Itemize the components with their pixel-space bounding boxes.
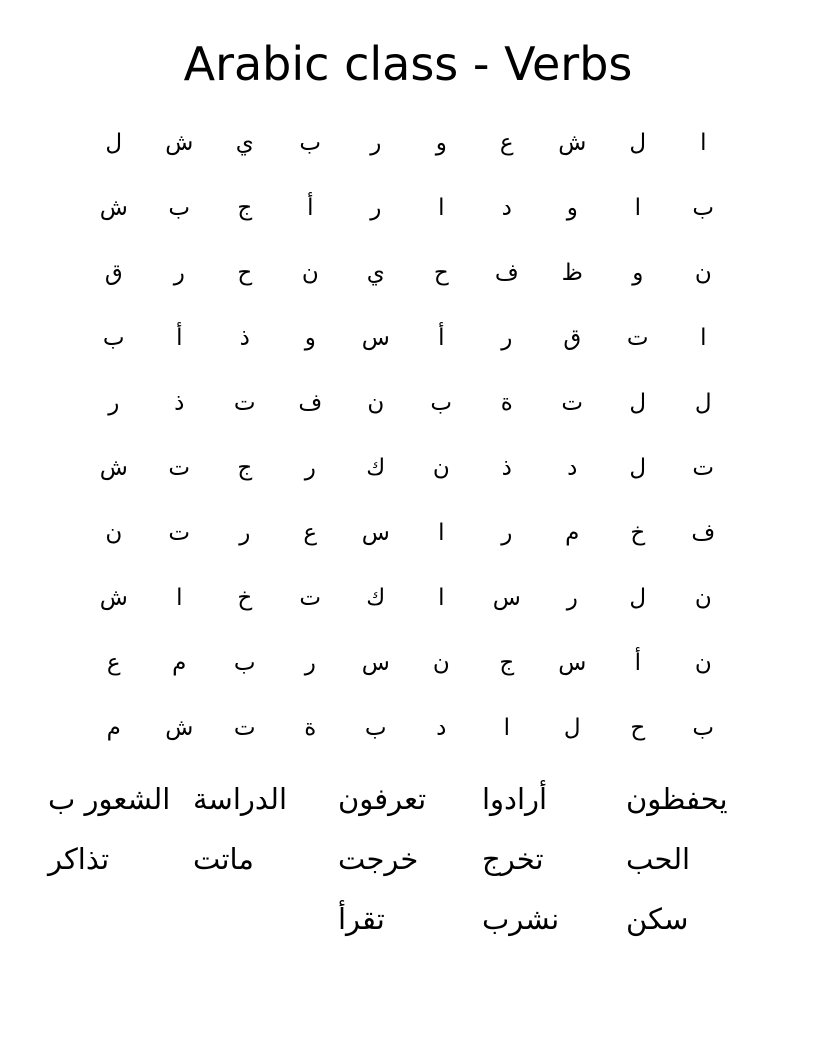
grid-letter: ر	[108, 390, 120, 416]
word-text: خرجت	[338, 842, 419, 876]
grid-letter: م	[565, 520, 580, 546]
grid-letter: ل	[629, 390, 647, 416]
word-text: تقرأ	[338, 902, 385, 936]
grid-letter: ح	[237, 260, 253, 286]
grid-letter: ش	[558, 130, 587, 156]
grid-letter: ر	[173, 260, 185, 286]
grid-letter: ش	[99, 195, 128, 221]
grid-letter: ر	[501, 520, 513, 546]
word-text: أرادوا	[482, 782, 548, 816]
grid-letter: ب	[430, 390, 453, 416]
word-text: الدراسة	[193, 782, 288, 816]
grid-letter: و	[632, 260, 644, 286]
grid-letter: ن	[432, 455, 450, 481]
grid-letter: ن	[432, 650, 450, 676]
grid-row	[81, 177, 736, 239]
word-list-item	[193, 836, 336, 882]
letter-grid	[81, 112, 736, 762]
grid-letter: ك	[366, 455, 386, 481]
grid-letter: ق	[563, 325, 582, 351]
word-list-item	[338, 896, 481, 942]
grid-letter: ع	[499, 130, 514, 156]
grid-letter: ح	[433, 260, 449, 286]
grid-letter: أ	[176, 325, 183, 351]
grid-letter: ش	[99, 455, 128, 481]
grid-letter: ش	[165, 130, 194, 156]
grid-letter: ل	[629, 585, 647, 611]
grid-letter: ف	[691, 520, 716, 546]
page-title: Arabic class - Verbs	[183, 37, 633, 91]
grid-letter: أ	[438, 325, 445, 351]
grid-letter: ج	[237, 195, 253, 221]
grid-letter: ظ	[561, 260, 583, 286]
grid-letter: ل	[563, 715, 581, 741]
grid-letter: أ	[634, 650, 641, 676]
grid-letter: ا	[503, 715, 510, 741]
word-text: تخرج	[482, 842, 544, 876]
grid-letter: ن	[367, 390, 385, 416]
grid-letter: ا	[176, 585, 183, 611]
grid-letter: ل	[629, 130, 647, 156]
word-list-item	[626, 896, 769, 942]
grid-letter: م	[172, 650, 187, 676]
word-list	[0, 776, 816, 976]
grid-letter: ت	[233, 390, 256, 416]
grid-letter: د	[567, 455, 578, 481]
grid-letter: ة	[500, 390, 513, 416]
grid-letter: ب	[102, 325, 125, 351]
grid-letter: ش	[99, 585, 128, 611]
grid-letter: ا	[634, 195, 641, 221]
grid-letter: ت	[233, 715, 256, 741]
grid-row	[81, 697, 736, 759]
word-list-item	[626, 776, 769, 822]
grid-letter: ر	[566, 585, 578, 611]
grid-letter: س	[361, 520, 390, 546]
grid-row	[81, 567, 736, 629]
grid-letter: س	[558, 650, 587, 676]
grid-letter: د	[501, 195, 512, 221]
grid-letter: ب	[233, 650, 256, 676]
grid-letter: ج	[499, 650, 515, 676]
word-text: ماتت	[193, 842, 254, 876]
word-list-item	[338, 776, 481, 822]
grid-letter: و	[435, 130, 447, 156]
word-list-item	[626, 836, 769, 882]
grid-letter: ا	[438, 195, 445, 221]
grid-letter: أ	[307, 195, 314, 221]
word-text: الحب	[626, 842, 691, 876]
word-list-item	[48, 836, 191, 882]
grid-letter: ع	[106, 650, 121, 676]
grid-letter: ل	[105, 130, 123, 156]
grid-letter: ف	[494, 260, 519, 286]
word-list-item	[482, 836, 625, 882]
grid-letter: ق	[104, 260, 123, 286]
grid-letter: ب	[692, 195, 715, 221]
grid-letter: ج	[237, 455, 253, 481]
word-text: الشعور ب	[48, 782, 171, 816]
grid-row	[81, 632, 736, 694]
grid-letter: س	[361, 325, 390, 351]
grid-letter: م	[106, 715, 121, 741]
grid-letter: ر	[501, 325, 513, 351]
grid-letter: ا	[438, 585, 445, 611]
grid-letter: ا	[700, 325, 707, 351]
word-text: تعرفون	[338, 782, 427, 816]
grid-letter: ش	[165, 715, 194, 741]
grid-letter: ذ	[239, 325, 250, 351]
grid-letter: ع	[303, 520, 318, 546]
grid-letter: ر	[304, 455, 316, 481]
grid-letter: س	[361, 650, 390, 676]
grid-letter: ت	[626, 325, 649, 351]
grid-letter: ح	[630, 715, 646, 741]
grid-letter: ر	[370, 195, 382, 221]
grid-letter: ت	[168, 520, 191, 546]
grid-letter: ن	[694, 650, 712, 676]
grid-letter: ا	[438, 520, 445, 546]
grid-letter: ت	[168, 455, 191, 481]
word-list-item	[338, 836, 481, 882]
grid-row	[81, 112, 736, 174]
grid-letter: ر	[239, 520, 251, 546]
word-text: يحفظون	[626, 782, 728, 816]
grid-letter: د	[436, 715, 447, 741]
grid-letter: ن	[694, 260, 712, 286]
grid-letter: ا	[700, 130, 707, 156]
word-list-item	[482, 896, 625, 942]
grid-letter: ن	[105, 520, 123, 546]
grid-letter: ر	[304, 650, 316, 676]
grid-row	[81, 307, 736, 369]
grid-letter: ل	[694, 390, 712, 416]
grid-letter: س	[492, 585, 521, 611]
grid-row	[81, 372, 736, 434]
grid-row	[81, 502, 736, 564]
grid-letter: ت	[692, 455, 715, 481]
word-list-item	[48, 776, 191, 822]
word-text: تذاكر	[48, 842, 110, 876]
word-list-item	[193, 776, 336, 822]
grid-letter: و	[566, 195, 578, 221]
grid-letter: ذ	[501, 455, 512, 481]
word-text: نشرب	[482, 902, 560, 936]
grid-letter: ن	[301, 260, 319, 286]
word-list-item	[482, 776, 625, 822]
grid-letter: ر	[370, 130, 382, 156]
grid-letter: ف	[298, 390, 323, 416]
word-text: سكن	[626, 902, 689, 936]
grid-letter: ب	[692, 715, 715, 741]
grid-letter: ن	[694, 585, 712, 611]
grid-letter: و	[304, 325, 316, 351]
grid-row	[81, 437, 736, 499]
grid-letter: ب	[364, 715, 387, 741]
grid-letter: خ	[630, 520, 646, 546]
grid-letter: ي	[366, 260, 385, 286]
grid-letter: ي	[235, 130, 254, 156]
grid-row	[81, 242, 736, 304]
grid-letter: ب	[168, 195, 191, 221]
grid-letter: ة	[304, 715, 317, 741]
grid-letter: ل	[629, 455, 647, 481]
grid-letter: ذ	[174, 390, 185, 416]
grid-letter: خ	[237, 585, 253, 611]
grid-letter: ب	[299, 130, 322, 156]
grid-letter: ك	[366, 585, 386, 611]
grid-letter: ت	[299, 585, 322, 611]
grid-letter: ت	[561, 390, 584, 416]
